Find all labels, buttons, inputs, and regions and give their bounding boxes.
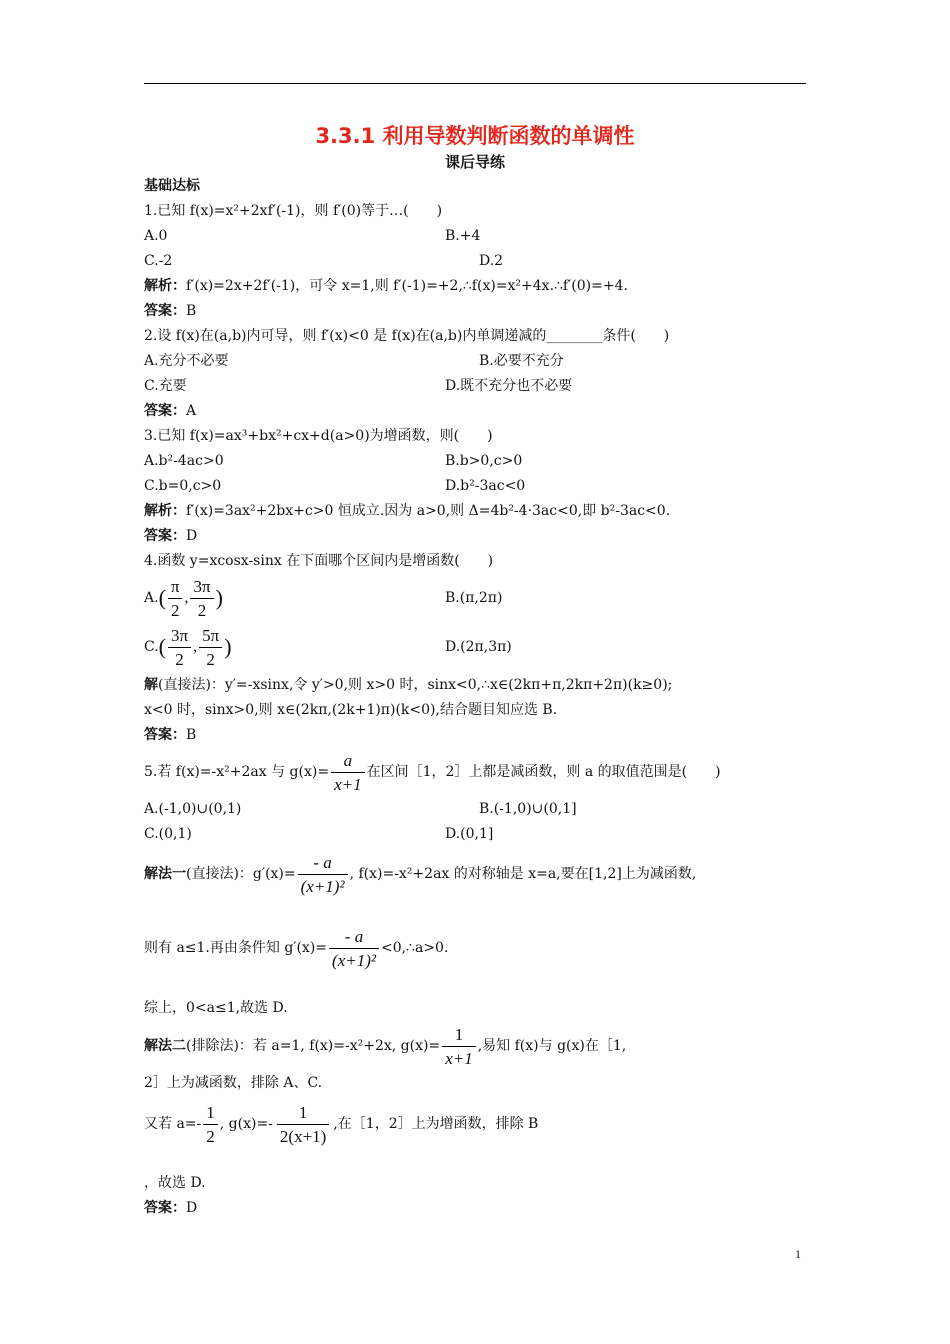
q2-answer [144,402,196,420]
q5-method1-line2 [144,926,448,970]
q2-option-c: C.充要 [144,378,187,394]
page-number: 1 [795,1247,801,1261]
q4-a-frac1-num: π [168,578,183,599]
q5-stem-frac-num: a [331,752,365,773]
q3-option-a: A.b²-4ac>0 [144,453,224,469]
q5-stem-part2: 在区间［1，2］上都是减函数，则 a 的取值范围是( ) [366,764,721,780]
q5-option-b: B.(-1,0)∪(0,1] [479,801,577,817]
q5-method1-text2: , f(x)=-x²+2ax 的对称轴是 x=a,要在[1,2]上为减函数, [349,866,697,882]
q5-method2-frac3-den: 2(x+1) [279,1126,327,1146]
q4-option-c-prefix: C. [144,639,159,655]
q5-method1-frac2-den: (x+1)² [332,950,376,970]
q5-stem-frac-den: x+1 [334,774,362,794]
q3-option-c: C.b=0,c>0 [144,478,222,494]
q4-c-frac1-den: 2 [175,649,184,669]
q5-method2-frac3-num: 1 [277,1104,329,1125]
q4-a-frac2 [190,578,213,619]
q5-method2-line2: 2］上为减函数，排除 A、C. [144,1075,323,1091]
q4-option-c [144,625,232,669]
q4-option-a [144,576,223,620]
q5-method1-frac-num: - a [298,854,348,875]
q4-c-frac2-num: 5π [199,627,222,648]
q5-method2-text6: ,在［1，2］上为增函数，排除 B [333,1116,539,1132]
q5-method2-frac-num: 1 [442,1026,476,1047]
q1-stem: 1.已知 f(x)=x²+2xf′(-1)，则 f′(0)等于…( ) [144,203,443,219]
q1-answer-value: B [186,303,197,319]
q5-method2-line3 [144,1102,538,1146]
q5-method2-line1 [144,1024,626,1068]
q5-method1-frac [298,854,348,895]
q5-stem-part1: 5.若 f(x)=-x²+2ax 与 g(x)= [144,764,330,780]
section-heading: 基础达标 [144,178,200,194]
q5-method2-frac3 [277,1104,329,1145]
q2-option-d: D.既不充分也不必要 [445,378,573,394]
q4-c-frac2 [199,627,222,668]
q3-answer-label: 答案： [144,528,186,544]
q4-a-frac2-num: 3π [190,578,213,599]
q5-method1-text1: (直接法)：g′(x)= [186,866,296,882]
q1-option-d: D.2 [479,253,504,269]
q2-option-a: A.充分不必要 [144,353,229,369]
q5-method2-text4: 又若 a=- [144,1116,202,1132]
q4-stem: 4.函数 y=xcosx-sinx 在下面哪个区间内是增函数( ) [144,553,494,569]
q5-method1-frac2 [329,928,379,969]
q1-analysis [144,277,628,295]
q5-method2-frac-den: x+1 [445,1048,473,1068]
q5-method2-conclusion: ，故选 D. [144,1175,206,1191]
q1-analysis-text: f′(x)=2x+2f′(-1)，可令 x=1,则 f′(-1)=+2,∴f(x)=x²+4x.∴f′(0)=+4. [186,278,628,294]
q1-answer-label: 答案： [144,303,186,319]
q5-method1-text4: <0,∴a>0. [380,940,449,956]
q2-option-b: B.必要不充分 [479,353,564,369]
q4-a-lparen: ( [158,585,166,610]
q5-method1-conclusion: 综上，0<a≤1,故选 D. [144,1000,288,1016]
q4-c-frac2-den: 2 [206,649,215,669]
q4-analysis-label: 解 [144,677,158,693]
q5-method1-frac-den: (x+1)² [300,876,345,896]
q1-option-a: A.0 [144,228,168,244]
page-title: 3.3.1 利用导数判断函数的单调性 [315,124,635,148]
q4-c-rparen: ) [224,634,232,659]
q5-method2-frac [442,1026,476,1067]
q5-stem-frac [331,752,365,793]
q1-option-b: B.+4 [445,228,481,244]
q4-analysis-line2: x<0 时，sinx>0,则 x∈(2kπ,(2k+1)π)(k<0),结合题目知应选 B. [144,702,558,718]
q3-analysis-text: f′(x)=3ax²+2bx+c>0 恒成立.因为 a>0,则 Δ=4b²-4·3ac<0,即 b²-3ac<0. [186,503,671,519]
q4-analysis-text-1: (直接法)：y′=-xsinx,令 y′>0,则 x>0 时，sinx<0,∴x∈(2kπ+π,2kπ+2π)(k≥0); [158,677,673,693]
q4-a-frac1 [168,578,183,619]
page-subtitle: 课后导练 [444,153,505,171]
q4-answer [144,726,196,744]
q5-option-a: A.(-1,0)∪(0,1) [144,801,242,817]
q2-answer-value: A [186,403,197,419]
q1-analysis-label: 解析： [144,278,186,294]
q3-option-d: D.b²-3ac<0 [445,478,526,494]
q2-stem: 2.设 f(x)在(a,b)内可导，则 f′(x)<0 是 f(x)在(a,b)内单调递减的________条件( ) [144,328,670,344]
q4-c-frac1-num: 3π [168,627,191,648]
q5-method2-text1: (排除法)：若 a=1, f(x)=-x²+2x, g(x)= [186,1038,441,1054]
q5-answer [144,1199,197,1217]
q4-answer-label: 答案： [144,727,186,743]
q4-option-b: B.(π,2π) [445,590,503,606]
q4-a-comma: , [184,589,189,606]
q4-a-rparen: ) [215,585,223,610]
q4-analysis-line1 [144,676,672,694]
q5-stem [144,750,721,794]
q5-method1-text3: 则有 a≤1.再由条件知 g′(x)= [144,940,328,956]
q5-option-d: D.(0,1] [445,826,494,842]
q3-answer-value: D [186,528,198,544]
q5-method2-frac2-den: 2 [206,1126,215,1146]
q5-method1-label: 解法一 [144,866,186,882]
q1-option-c: C.-2 [144,253,173,269]
q5-option-c: C.(0,1) [144,826,192,842]
q5-answer-value: D [186,1200,198,1216]
q3-answer [144,527,197,545]
q5-method2-frac2 [203,1104,218,1145]
q4-c-comma: , [193,638,198,655]
q5-method2-frac2-num: 1 [203,1104,218,1125]
q3-stem: 3.已知 f(x)=ax³+bx²+cx+d(a>0)为增函数，则( ) [144,428,493,444]
q4-option-d: D.(2π,3π) [445,639,512,655]
q4-c-lparen: ( [158,634,166,659]
q5-method1-line1 [144,852,696,896]
q4-c-frac1 [168,627,191,668]
header-rule [144,83,806,84]
q4-a-frac2-den: 2 [197,600,207,620]
q3-option-b: B.b>0,c>0 [445,453,523,469]
q5-method2-text5: , g(x)=- [219,1116,273,1132]
q3-analysis [144,502,670,520]
q4-answer-value: B [186,727,197,743]
q5-method1-frac2-num: - a [329,928,379,949]
q2-answer-label: 答案： [144,403,186,419]
q5-method2-label: 解法二 [144,1038,186,1054]
q5-answer-label: 答案： [144,1200,186,1216]
q1-answer [144,302,196,320]
q4-a-frac1-den: 2 [170,600,180,620]
q4-option-a-prefix: A. [144,590,159,606]
q3-analysis-label: 解析： [144,503,186,519]
q5-method2-text2: ,易知 f(x)与 g(x)在［1, [477,1038,627,1054]
